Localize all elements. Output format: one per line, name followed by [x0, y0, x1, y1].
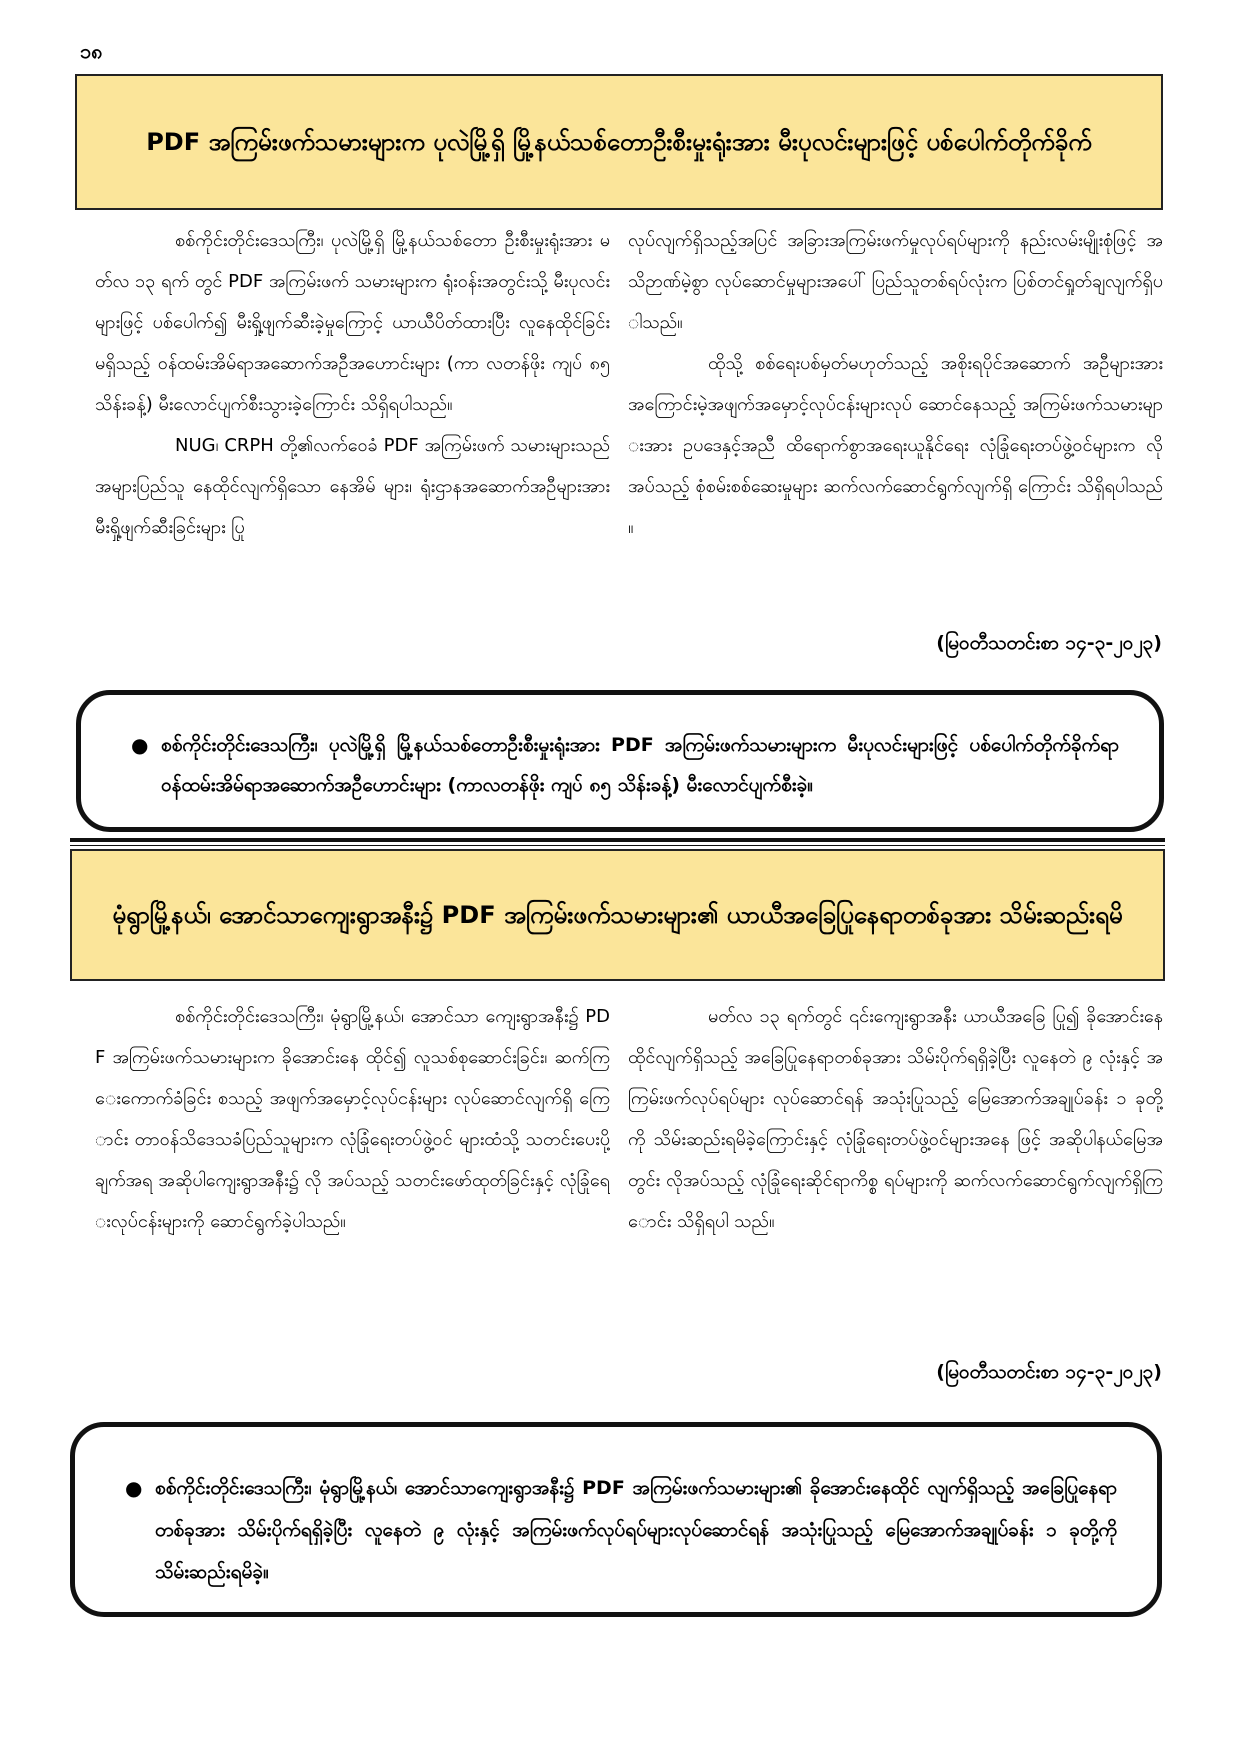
- article-2-headline: မုံရွာမြို့နယ်၊ အောင်သာကျေးရွာအနီး၌ PDF အကြမ်းဖက်သမားများ၏ ယာယီအခြေပြုနေရာတစ်ခုအား သိမ်းဆည်းရမိ: [70, 849, 1165, 981]
- section-divider-thin: [70, 845, 1165, 846]
- article-1-summary-box: [76, 690, 1164, 832]
- article-2-source: (မြဝတီသတင်းစာ ၁၄-၃-၂၀၂၃): [936, 1361, 1162, 1383]
- page-number: ၁၈: [80, 39, 103, 63]
- article-2-left-column: [95, 996, 610, 1366]
- article-1-paragraph: ထိုသို့ စစ်ရေးပစ်မှတ်မဟုတ်သည့် အစိုးရပိုင်အဆောက် အဦများအား အကြောင်းမဲ့အဖျက်အမှောင့်လုပ်ငန်းများလုပ် ဆောင်နေသည့် အကြမ်းဖက်သမားများအား ဥပဒေနှင့်အညီ ထိရောက်စွာအရေးယူနိုင်ရေး လုံခြုံရေးတပ်ဖွဲ့ဝင်များက လို အပ်သည့် စုံစမ်းစစ်ဆေးမှုများ ဆက်လက်ဆောင်ရွက်လျက်ရှိ ကြောင်း သိရှိရပါသည်။: [628, 353, 1163, 538]
- article-2-summary-box: [70, 1422, 1162, 1617]
- article-1-paragraph: လုပ်လျက်ရှိသည့်အပြင် အခြားအကြမ်းဖက်မှုလုပ်ရပ်များကို နည်းလမ်းမျိုးစုံဖြင့် အသိဉာဏ်မဲ့စွာ လုပ်ဆောင်မှုများအပေါ် ပြည်သူတစ်ရပ်လုံးက ပြစ်တင်ရှုတ်ချလျက်ရှိပါသည်။: [628, 230, 1163, 333]
- article-1-summary-text: စစ်ကိုင်းတိုင်းဒေသကြီး၊ ပုလဲမြို့ရှိ မြို့နယ်သစ်တောဦးစီးမှုးရုံးအား PDF အကြမ်းဖက်သမားများက မီးပုလင်းများဖြင့် ပစ်ပေါက်တိုက်ခိုက်ရာ ဝန်ထမ်းအိမ်ရာအဆောက်အဦဟောင်းများ (ကာလတန်ဖိုး ကျပ် ၈၅ သိန်းခန့်) မီးလောင်ပျက်စီးခဲ့။: [161, 734, 1119, 796]
- article-1-paragraph: စစ်ကိုင်းတိုင်းဒေသကြီး၊ ပုလဲမြို့ရှိ မြို့နယ်သစ်တော ဦးစီးမှုးရုံးအား မတ်လ ၁၃ ရက် တွင် PDF အကြမ်းဖက် သမားများက ရုံးဝန်းအတွင်းသို့ မီးပုလင်းများဖြင့် ပစ်ပေါက်၍ မီးရှို့ဖျက်ဆီးခဲ့မှုကြောင့် ယာယီပိတ်ထားပြီး လူနေထိုင်ခြင်း မရှိသည့် ဝန်ထမ်းအိမ်ရာအဆောက်အဦအဟောင်းများ (ကာ လတန်ဖိုး ကျပ် ၈၅ သိန်းခန့်) မီးလောင်ပျက်စီးသွားခဲ့ကြောင်း သိရှိရပါသည်။: [95, 230, 610, 415]
- article-2-summary-text: စစ်ကိုင်းတိုင်းဒေသကြီး၊ မုံရွာမြို့နယ်၊ အောင်သာကျေးရွာအနီး၌ PDF အကြမ်းဖက်သမားများ၏ ခိုအောင်းနေထိုင် လျက်ရှိသည့် အခြေပြုနေရာတစ်ခုအား သိမ်းပိုက်ရရှိခဲ့ပြီး လူနေတဲ ၉ လုံးနှင့် အကြမ်းဖက်လုပ်ရပ်များလုပ်ဆောင်ရန် အသုံးပြုသည့် မြေအောက်အချုပ်ခန်း ၁ ခုတို့ကို သိမ်းဆည်းရမိခဲ့။: [155, 1477, 1117, 1583]
- article-1-source: (မြဝတီသတင်းစာ ၁၄-၃-၂၀၂၃): [936, 632, 1162, 654]
- article-1-paragraph: NUG၊ CRPH တို့၏လက်ဝေခံ PDF အကြမ်းဖက် သမားများသည် အများပြည်သူ နေထိုင်လျက်ရှိသော နေအိမ် များ၊ ရုံးဌာနအဆောက်အဦများအား မီးရှို့ဖျက်ဆီးခြင်းများ ပြု: [95, 435, 610, 538]
- article-1-summary-item: [131, 725, 1119, 805]
- article-2-right-column: [628, 996, 1163, 1366]
- article-1-right-column: [628, 220, 1163, 650]
- article-2-paragraph: စစ်ကိုင်းတိုင်းဒေသကြီး၊ မုံရွာမြို့နယ်၊ အောင်သာ ကျေးရွာအနီး၌ PDF အကြမ်းဖက်သမားများက ခိုအောင်းနေ ထိုင်၍ လူသစ်စုဆောင်းခြင်း၊ ဆက်ကြေးကောက်ခံခြင်း စသည့် အဖျက်အမှောင့်လုပ်ငန်းများ လုပ်ဆောင်လျက်ရှိ ကြောင်း တာဝန်သိဒေသခံပြည်သူများက လုံခြုံရေးတပ်ဖွဲ့ဝင် များထံသို့ သတင်းပေးပို့ချက်အရ အဆိုပါကျေးရွာအနီး၌ လို အပ်သည့် သတင်းဖော်ထုတ်ခြင်းနှင့် လုံခြုံရေးလုပ်ငန်းများကို ဆောင်ရွက်ခဲ့ပါသည်။: [95, 1006, 610, 1232]
- article-2-paragraph: မတ်လ ၁၃ ရက်တွင် ၎င်းကျေးရွာအနီး ယာယီအခြေ ပြု၍ ခိုအောင်းနေထိုင်လျက်ရှိသည့် အခြေပြုနေရာတစ်ခုအား သိမ်းပိုက်ရရှိခဲ့ပြီး လူနေတဲ ၉ လုံးနှင့် အကြမ်းဖက်လုပ်ရပ်များ လုပ်ဆောင်ရန် အသုံးပြုသည့် မြေအောက်အချုပ်ခန်း ၁ ခုတို့ ကို သိမ်းဆည်းရမိခဲ့ကြောင်းနှင့် လုံခြုံရေးတပ်ဖွဲ့ဝင်များအနေ ဖြင့် အဆိုပါနယ်မြေအတွင်း လိုအပ်သည့် လုံခြုံရေးဆိုင်ရာကိစ္စ ရပ်များကို ဆက်လက်ဆောင်ရွက်လျက်ရှိကြောင်း သိရှိရပါ သည်။: [628, 1006, 1163, 1232]
- article-1-left-column: [95, 220, 610, 650]
- article-2-summary-item: [125, 1467, 1117, 1593]
- bullet-icon: ●: [131, 733, 149, 757]
- article-1-headline: PDF အကြမ်းဖက်သမားများက ပုလဲမြို့ရှိ မြို့နယ်သစ်တောဦးစီးမှုးရုံးအား မီးပုလင်းများဖြင့် ပစ်ပေါက်တိုက်ခိုက်: [75, 74, 1163, 210]
- bullet-icon: ●: [125, 1476, 143, 1500]
- section-divider: [70, 838, 1165, 842]
